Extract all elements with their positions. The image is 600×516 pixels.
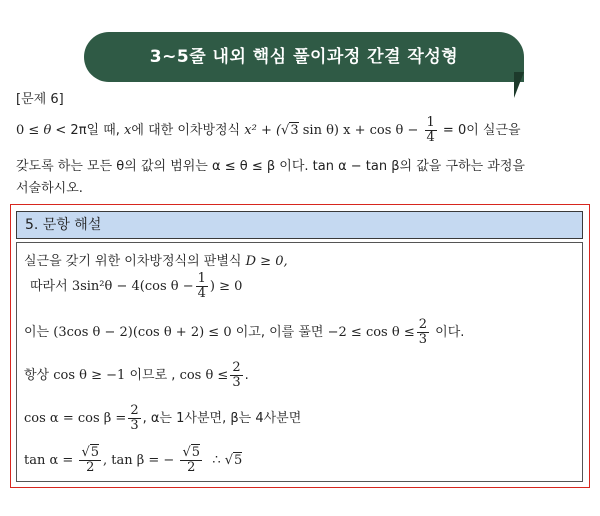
fraction-quarter: $\frac{1}{4}$ bbox=[426, 115, 435, 145]
solution-step-2: 따라서 3sin²θ − 4(cos θ − $\frac{1}{4}$ ) ≥ 0 bbox=[30, 271, 243, 301]
fraction-sqrt5-over-2-neg: $\frac{√5}{2}$ bbox=[182, 445, 201, 475]
equation-part-1: x² + ( bbox=[244, 123, 282, 138]
equation-part-2: sin θ) x + cos θ − bbox=[298, 123, 419, 138]
answer: √5 bbox=[224, 453, 243, 468]
discriminant: D ≥ 0, bbox=[245, 254, 288, 269]
solution-step-1: 실근을 갖기 위한 이차방정식의 판별식 D ≥ 0, bbox=[24, 254, 288, 269]
fraction-sqrt5-over-2: $\frac{√5}{2}$ bbox=[81, 445, 100, 475]
solution-step-3: 이는 (3cos θ − 2)(cos θ + 2) ≤ 0 이고, 이를 풀면 −2 ≤ cos θ ≤ $\frac{2}{3}$ 이다. bbox=[24, 317, 465, 347]
problem-line-3: 서술하시오. bbox=[16, 181, 83, 196]
fraction-two-thirds-2: $\frac{2}{3}$ bbox=[232, 360, 241, 390]
therefore-symbol: ∴ bbox=[212, 453, 221, 468]
equation-end: = 0이 실근을 bbox=[438, 123, 521, 138]
fraction-two-thirds: $\frac{2}{3}$ bbox=[418, 317, 427, 347]
x-var: x bbox=[124, 123, 132, 138]
problem-line-1 bbox=[16, 116, 521, 145]
theta-symbol: θ bbox=[43, 123, 52, 138]
ineq-start: 0 ≤ bbox=[16, 123, 44, 138]
solution-step-6: tan α = $\frac{√5}{2}$ , tan β = − $\frac{√5}{2}$ ∴ √5 bbox=[24, 445, 243, 475]
solution-step-5: cos α = cos β = $\frac{2}{3}$ , α는 1사분면, β는 4사분면 bbox=[24, 403, 302, 433]
section-title: 5. 문항 해설 bbox=[16, 211, 583, 239]
ineq-end: < 2π일 때, bbox=[51, 123, 120, 138]
sqrt-3: 3 bbox=[290, 123, 299, 138]
fraction-quarter-2: $\frac{1}{4}$ bbox=[197, 271, 206, 301]
banner-title: 3~5줄 내외 핵심 풀이과정 간결 작성형 bbox=[149, 47, 459, 67]
sqrt-sign: √ bbox=[281, 123, 290, 138]
fraction-two-thirds-3: $\frac{2}{3}$ bbox=[130, 403, 139, 433]
problem-text: 에 대한 이차방정식 bbox=[131, 123, 241, 138]
solution-step-4: 항상 cos θ ≥ −1 이므로 , cos θ ≤ $\frac{2}{3}$ . bbox=[24, 360, 249, 390]
problem-label: [문제 6] bbox=[16, 92, 64, 107]
problem-line-2: 갖도록 하는 모든 θ의 값의 범위는 α ≤ θ ≤ β 이다. tan α − tan β의 값을 구하는 과정을 bbox=[16, 159, 525, 174]
